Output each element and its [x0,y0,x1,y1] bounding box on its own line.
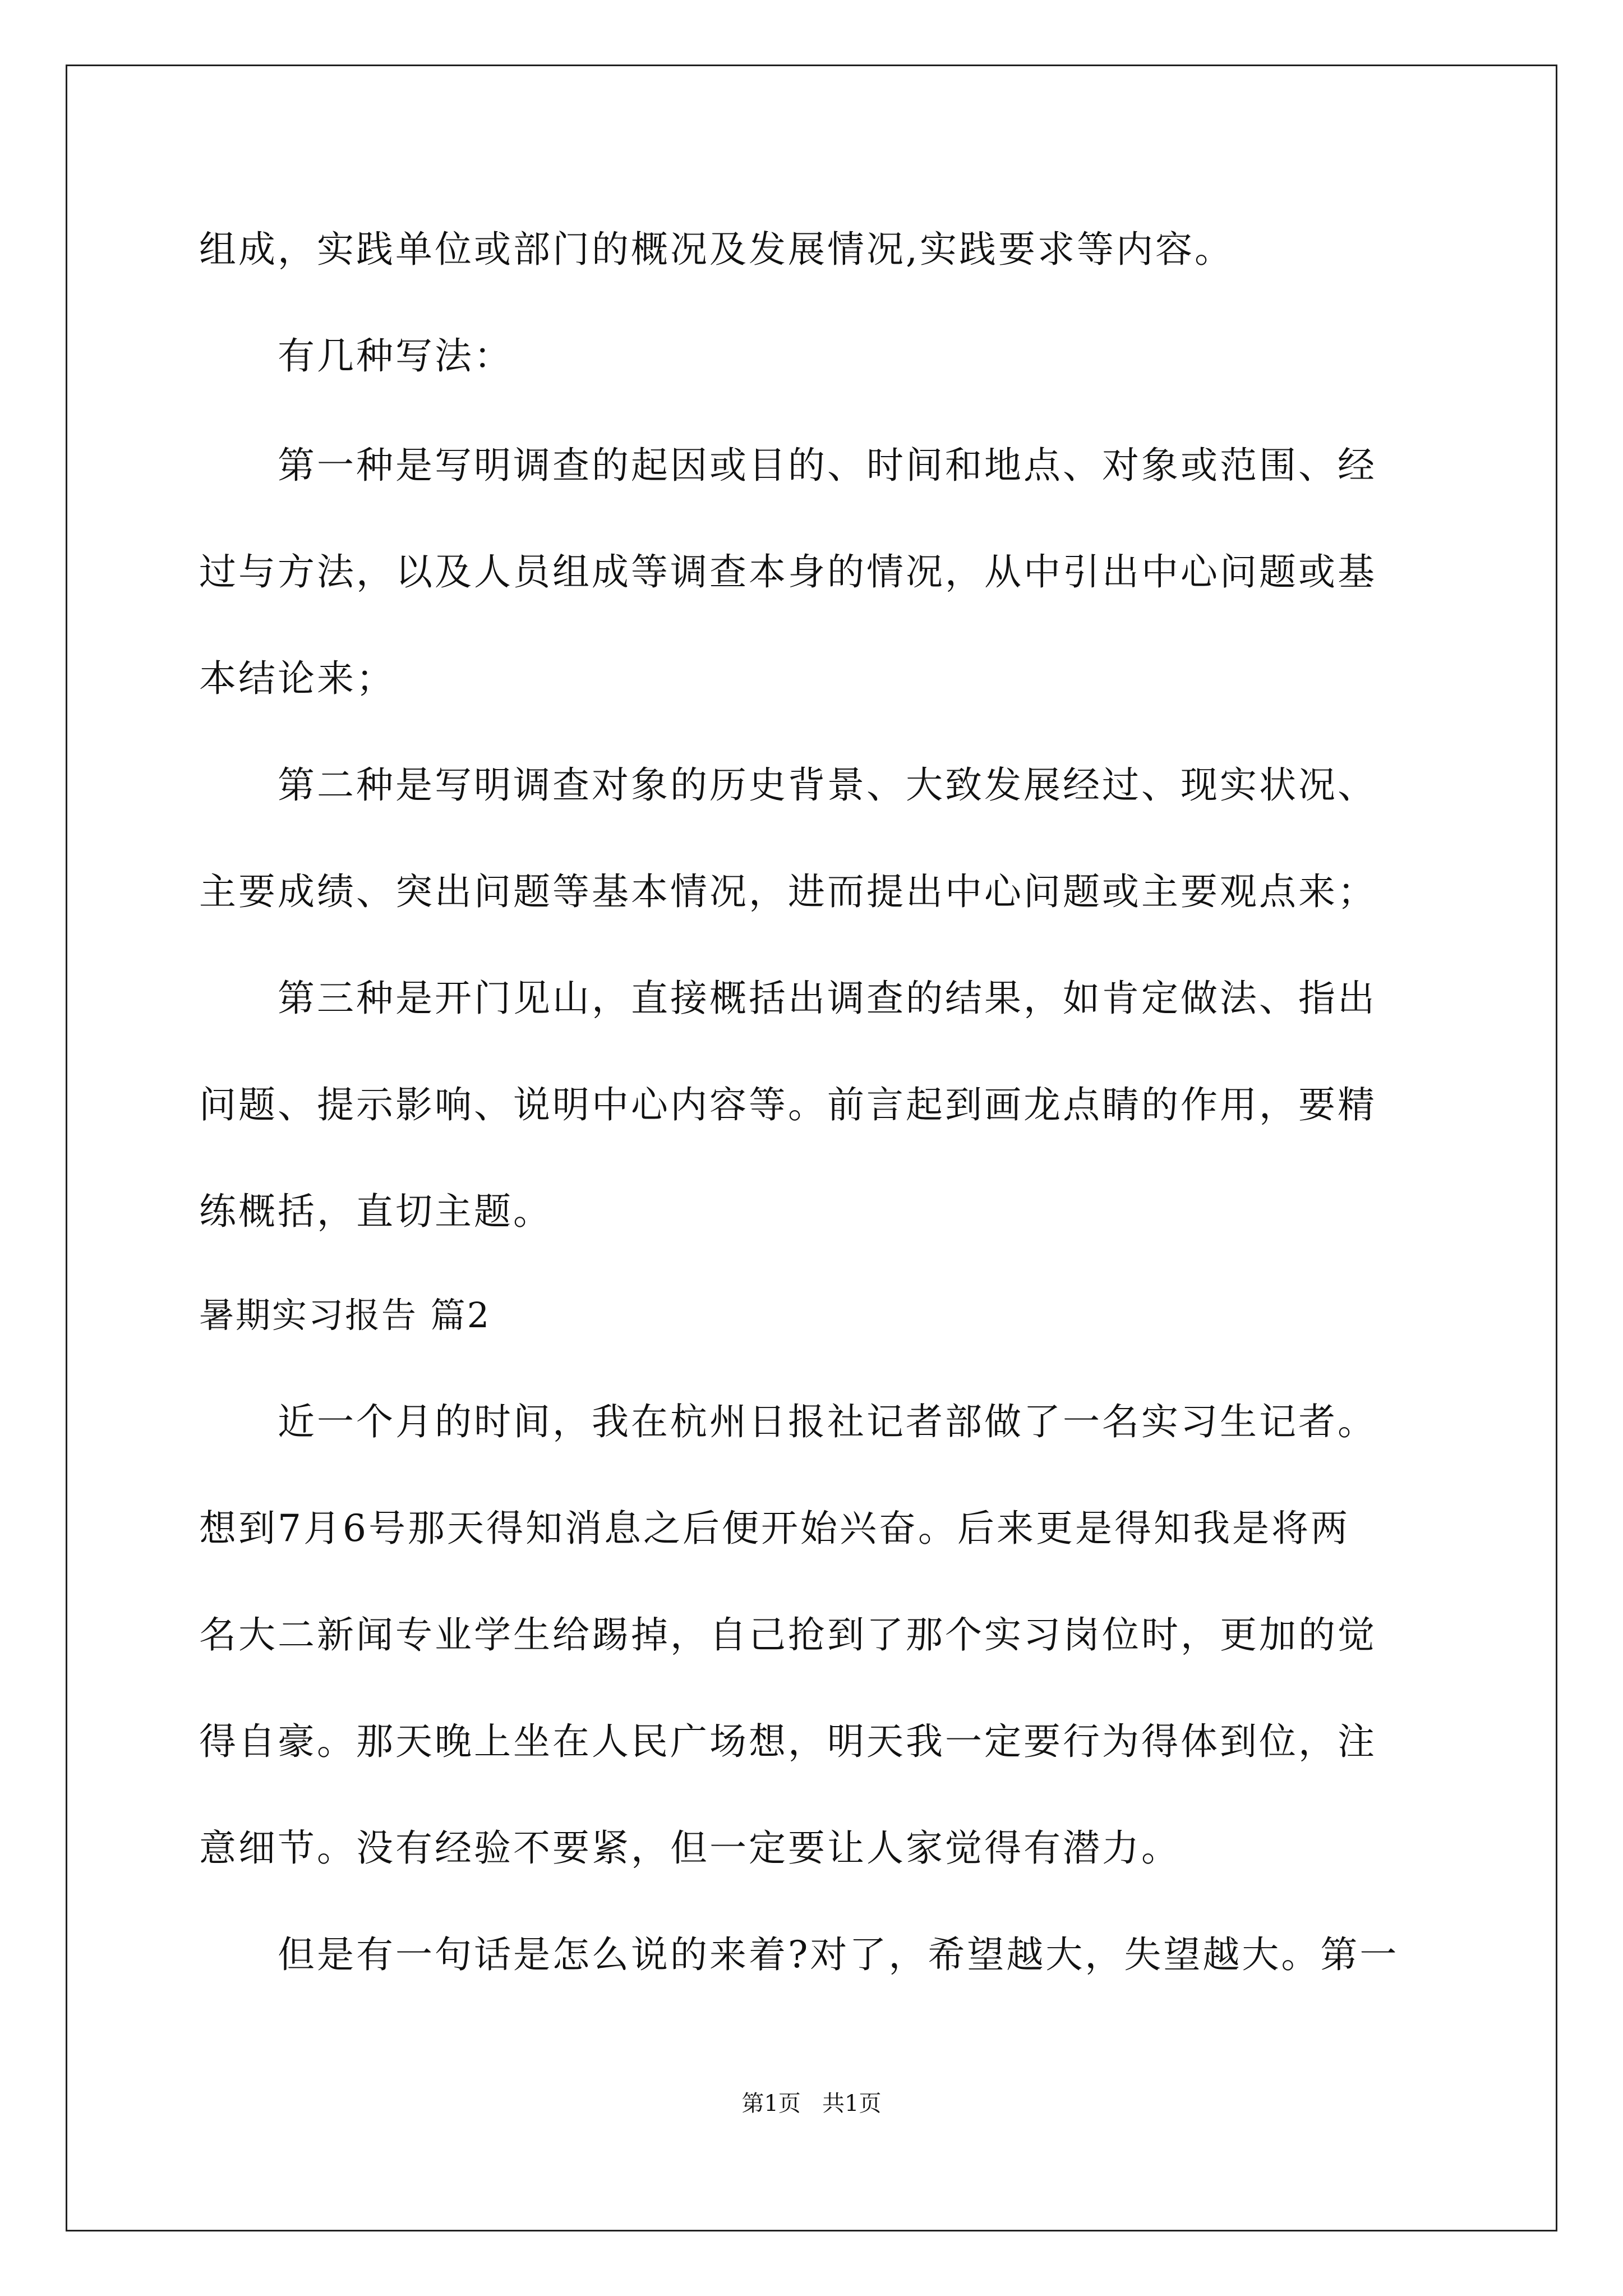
text-line-7: 主要成绩、突出问题等基本情况，进而提出中心问题或主要观点来； [199,870,1377,913]
text-line-6: 第二种是写明调查对象的历史背景、大致发展经过、现实状况、 [278,763,1377,807]
text-line-3: 第一种是写明调查的起因或目的、时间和地点、对象或范围、经 [278,444,1377,487]
text-line-14: 名大二新闻专业学生给踢掉，自己抢到了那个实习岗位时，更加的觉 [199,1613,1377,1657]
page-footer: 第1页 共1页 [741,2091,882,2116]
page-border [66,65,1557,2231]
text-line-15: 得自豪。那天晚上坐在人民广场想，明天我一定要行为得体到位，注 [199,1720,1377,1763]
text-line-12: 近一个月的时间，我在杭州日报社记者部做了一名实习生记者。 [278,1400,1377,1443]
text-line-2: 有几种写法： [278,334,513,378]
text-line-5: 本结论来； [199,657,395,700]
text-line-13: 想到7月6号那天得知消息之后便开始兴奋。后来更是得知我是将两 [199,1507,1350,1550]
text-line-8: 第三种是开门见山，直接概括出调查的结果，如肯定做法、指出 [278,977,1377,1020]
section-heading: 暑期实习报告 篇2 [199,1295,491,1336]
text-line-17: 但是有一句话是怎么说的来着?对了，希望越大，失望越大。第一 [278,1933,1399,1976]
text-line-4: 过与方法，以及人员组成等调查本身的情况，从中引出中心问题或基 [199,550,1377,593]
text-line-9: 问题、提示影响、说明中心内容等。前言起到画龙点睛的作用，要精 [199,1083,1377,1126]
text-line-10: 练概括，直切主题。 [199,1190,552,1233]
text-line-16: 意细节。没有经验不要紧，但一定要让人家觉得有潜力。 [199,1826,1181,1870]
text-line-1: 组成，实践单位或部门的概况及发展情况,实践要求等内容。 [199,228,1234,271]
